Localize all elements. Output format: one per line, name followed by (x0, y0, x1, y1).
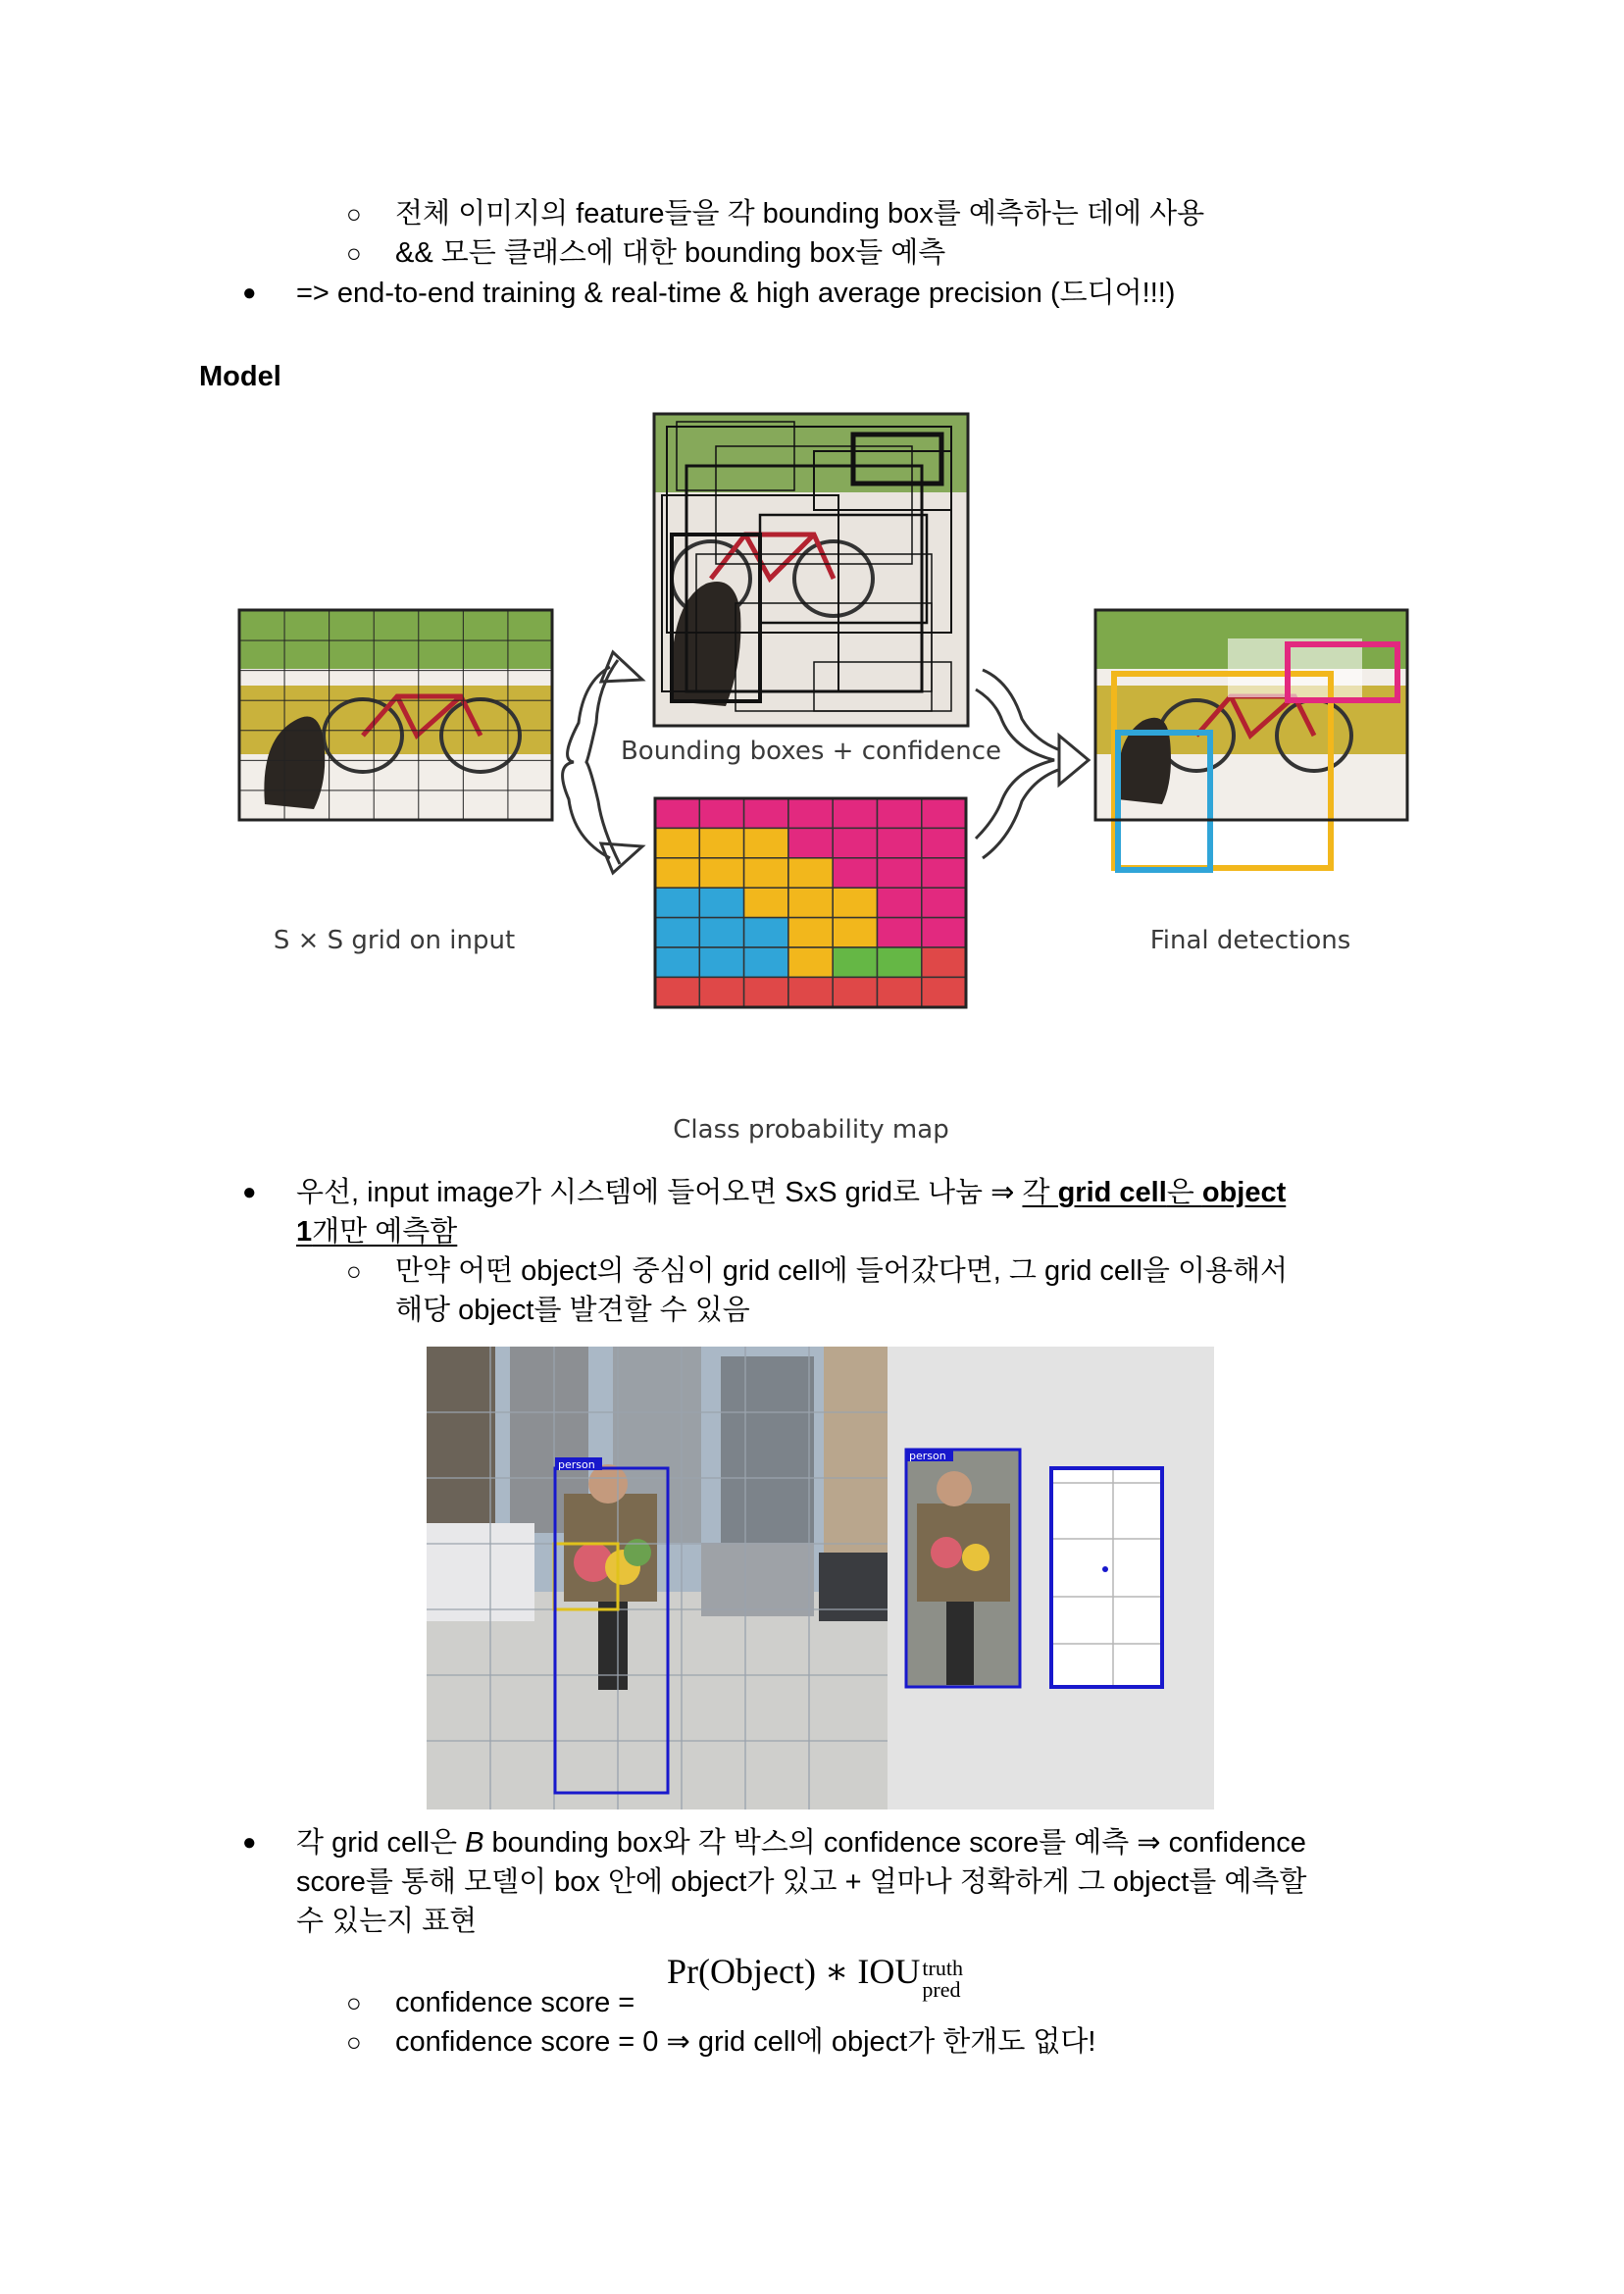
bullet-hollow: ○ (346, 1988, 362, 2017)
final-detections-panel (1095, 610, 1407, 870)
bullet-hollow: ○ (346, 2027, 362, 2057)
top-main-bullet: => end-to-end training & real-time & high average precision (드디어!!!) (296, 278, 1176, 309)
bounding-boxes-panel (654, 414, 968, 726)
grid-sub-bullet-line1: 만약 어떤 object의 중심이 grid cell에 들어갔다면, 그 grid cell을 이용해서 (395, 1255, 1289, 1287)
class-probability-map (655, 798, 966, 1007)
confidence-bullet-line3: 수 있는지 표현 (296, 1906, 478, 1937)
cyclist-grid-figure (427, 1347, 1214, 1810)
bullet-dot: ● (242, 1829, 257, 1856)
svg-text:person: person (909, 1450, 946, 1462)
confidence-formula-label: confidence score = (395, 1987, 635, 2018)
label-class-probability-map: Class probability map (673, 1115, 949, 1145)
cropped-detection (906, 1449, 1020, 1687)
bullet-hollow: ○ (346, 199, 362, 229)
label-grid-input: S × S grid on input (273, 926, 516, 955)
bullet-dot: ● (242, 280, 257, 306)
top-sub-bullet-2: && 모든 클래스에 대한 bounding box들 예측 (395, 237, 946, 269)
grid-bullet-line1: 우선, input image가 시스템에 들어오면 SxS grid로 나눔 ⇒ 각 grid cell은 object (296, 1177, 1287, 1208)
confidence-formula: Pr(Object) ∗ IOU truth pred (667, 1952, 963, 2002)
label-final-detections: Final detections (1149, 926, 1351, 955)
section-heading: Model (199, 361, 281, 392)
grid-sub-bullet-line2: 해당 object를 발견할 수 있음 (395, 1295, 750, 1326)
street-photo (427, 1347, 888, 1810)
svg-text:person: person (558, 1458, 595, 1471)
confidence-bullet-line1: 각 grid cell은 B bounding box와 각 박스의 confidence score를 예측 ⇒ confidence (296, 1827, 1306, 1859)
bullet-hollow: ○ (346, 1256, 362, 1286)
bullet-hollow: ○ (346, 238, 362, 268)
confidence-zero-note: confidence score = 0 ⇒ grid cell에 object가 한개도 없다! (395, 2026, 1096, 2058)
bullet-dot: ● (242, 1179, 257, 1205)
top-sub-bullet-1: 전체 이미지의 feature들을 각 bounding box를 예측하는 데에 사용 (395, 198, 1205, 229)
grid-input-panel (239, 610, 552, 820)
yolo-model-diagram (226, 407, 1422, 1162)
grid-bullet-line2: 1개만 예측함 (296, 1216, 458, 1248)
grid-cell-center-diagram (1051, 1468, 1162, 1687)
confidence-bullet-line2: score를 통해 모델이 box 안에 object가 있고 + 얼마나 정확하게 그 object를 예측할 (296, 1866, 1307, 1898)
label-bounding-boxes: Bounding boxes + confidence (620, 737, 1002, 766)
